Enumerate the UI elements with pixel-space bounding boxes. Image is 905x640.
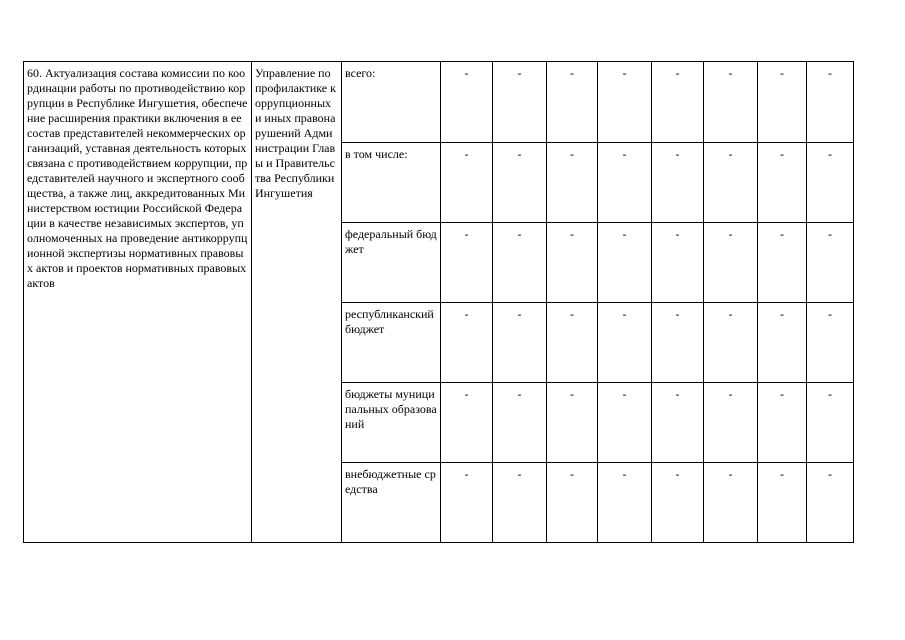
funding-value: - [441, 383, 493, 463]
funding-value: - [652, 303, 704, 383]
funding-value: - [704, 62, 758, 143]
funding-value: - [493, 223, 547, 303]
funding-source-label: в том числе: [342, 143, 441, 223]
funding-value: - [493, 383, 547, 463]
funding-source-label: внебюджетные средства [342, 463, 441, 543]
funding-value: - [807, 62, 854, 143]
funding-value: - [758, 143, 807, 223]
funding-source-label: республиканский бюджет [342, 303, 441, 383]
funding-value: - [652, 383, 704, 463]
funding-source-label: бюджеты муниципальных образований [342, 383, 441, 463]
funding-value: - [704, 463, 758, 543]
funding-value: - [652, 223, 704, 303]
funding-value: - [807, 223, 854, 303]
funding-value: - [652, 62, 704, 143]
funding-value: - [758, 463, 807, 543]
funding-value: - [493, 303, 547, 383]
funding-value: - [547, 303, 598, 383]
funding-value: - [652, 463, 704, 543]
table-row [24, 62, 854, 143]
funding-value: - [441, 463, 493, 543]
funding-value: - [441, 303, 493, 383]
funding-value: - [758, 223, 807, 303]
funding-value: - [547, 143, 598, 223]
funding-source-label: федеральный бюджет [342, 223, 441, 303]
funding-value: - [598, 143, 652, 223]
funding-value: - [493, 143, 547, 223]
funding-table [23, 61, 854, 543]
funding-value: - [547, 383, 598, 463]
funding-table-body [24, 62, 854, 543]
funding-value: - [704, 383, 758, 463]
funding-value: - [704, 223, 758, 303]
funding-source-label: всего: [342, 62, 441, 143]
funding-value: - [547, 223, 598, 303]
funding-value: - [493, 62, 547, 143]
funding-value: - [598, 383, 652, 463]
funding-value: - [807, 143, 854, 223]
funding-value: - [493, 463, 547, 543]
activity-description: 60. Актуализация состава комиссии по координации работы по противодействию коррупции в Республике Ингушетия, обеспечение расширения практики включения в ее состав представителей некоммерческих организаций, уставная деятельность которых связана с противодействием коррупции, представителей научного и экспертного сообщества, а также лиц, аккредитованных Министерством юстиции Российской Федерации в качестве независимых экспертов, уполномоченных на проведение антикоррупционной экспертизы нормативных правовых актов и проектов нормативных правовых актов [24, 62, 252, 543]
funding-value: - [758, 303, 807, 383]
funding-value: - [652, 143, 704, 223]
funding-value: - [547, 62, 598, 143]
funding-value: - [758, 62, 807, 143]
responsible-executor: Управление по профилактике коррупционных и иных правонарушений Администрации Главы и Правительства Республики Ингушетия [252, 62, 342, 543]
funding-value: - [704, 303, 758, 383]
funding-value: - [441, 62, 493, 143]
funding-value: - [758, 383, 807, 463]
funding-value: - [807, 463, 854, 543]
funding-value: - [547, 463, 598, 543]
funding-value: - [704, 143, 758, 223]
funding-value: - [807, 383, 854, 463]
funding-value: - [441, 143, 493, 223]
funding-value: - [807, 303, 854, 383]
funding-value: - [598, 62, 652, 143]
funding-value: - [598, 463, 652, 543]
funding-value: - [598, 223, 652, 303]
funding-value: - [598, 303, 652, 383]
funding-value: - [441, 223, 493, 303]
